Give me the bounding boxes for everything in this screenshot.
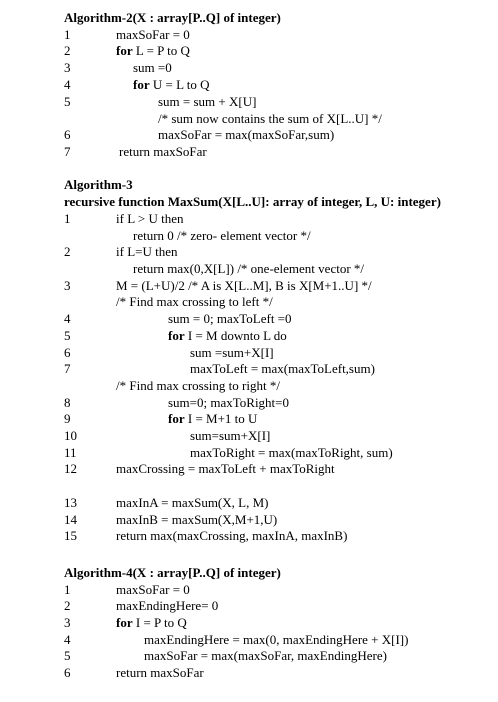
algorithm-4-title: Algorithm-4(X : array[P..Q] of integer): [64, 565, 281, 580]
code-text: sum =sum+X[I]: [190, 345, 274, 360]
line-number: 5: [64, 94, 71, 109]
line-number: 7: [64, 361, 71, 376]
keyword: for: [133, 77, 150, 92]
code-text: return maxSoFar: [116, 665, 204, 680]
algorithm-3-title: Algorithm-3: [64, 177, 133, 192]
algorithm-2-title: Algorithm-2(X : array[P..Q] of integer): [64, 10, 281, 25]
code-text: return max(0,X[L]) /* one-element vector */: [133, 261, 365, 276]
code-text: [133, 77, 210, 93]
code-text: maxInA = maxSum(X, L, M): [116, 495, 269, 510]
code-text: [168, 411, 257, 427]
line-number: 6: [64, 345, 71, 360]
line-number: 11: [64, 445, 77, 460]
line-number: 8: [64, 395, 71, 410]
keyword: for: [116, 615, 133, 630]
line-number: 9: [64, 411, 71, 426]
keyword: for: [116, 43, 133, 58]
code-text: return 0 /* zero- element vector */: [133, 228, 311, 243]
line-number: 4: [64, 311, 71, 326]
code-comment: /* sum now contains the sum of X[L..U] */: [158, 111, 382, 126]
line-number: 5: [64, 328, 71, 343]
code-text: maxEndingHere= 0: [116, 598, 219, 613]
line-number: 4: [64, 632, 71, 647]
code-rest: I = M downto L do: [184, 328, 287, 343]
keyword: for: [168, 328, 185, 343]
code-text: sum =0: [133, 60, 172, 75]
code-text: return max(maxCrossing, maxInA, maxInB): [116, 528, 348, 543]
code-text: return maxSoFar: [119, 144, 207, 159]
line-number: 3: [64, 278, 71, 293]
code-text: maxInB = maxSum(X,M+1,U): [116, 512, 278, 527]
code-rest: I = M+1 to U: [184, 411, 258, 426]
line-number: 6: [64, 665, 71, 680]
code-text: maxToLeft = max(maxToLeft,sum): [190, 361, 375, 376]
code-text: sum = 0; maxToLeft =0: [168, 311, 292, 326]
line-number: 2: [64, 598, 71, 613]
code-text: maxSoFar = 0: [116, 27, 190, 42]
line-number: 2: [64, 43, 71, 58]
line-number: 4: [64, 77, 71, 92]
code-text: [116, 43, 190, 59]
code-text: maxSoFar = 0: [116, 582, 190, 597]
keyword: for: [168, 411, 185, 426]
code-rest: I = P to Q: [132, 615, 187, 630]
code-text: maxEndingHere = max(0, maxEndingHere + X[I]): [144, 632, 409, 647]
algorithm-3-signature: recursive function MaxSum(X[L..U]: array of integer, L, U: integer): [64, 194, 441, 209]
code-comment: /* Find max crossing to right */: [116, 378, 280, 393]
code-rest: L = P to Q: [132, 43, 190, 58]
code-text: [168, 328, 287, 344]
line-number: 3: [64, 60, 71, 75]
line-number: 3: [64, 615, 71, 630]
line-number: 10: [64, 428, 77, 443]
code-comment: /* Find max crossing to left */: [116, 294, 273, 309]
code-text: if L > U then: [116, 211, 184, 226]
code-text: maxToRight = max(maxToRight, sum): [190, 445, 393, 460]
line-number: 13: [64, 495, 77, 510]
line-number: 2: [64, 244, 71, 259]
code-text: sum=sum+X[I]: [190, 428, 271, 443]
code-text: maxCrossing = maxToLeft + maxToRight: [116, 461, 335, 476]
code-text: sum=0; maxToRight=0: [168, 395, 290, 410]
line-number: 1: [64, 582, 71, 597]
code-rest: U = L to Q: [149, 77, 210, 92]
code-text: sum = sum + X[U]: [158, 94, 257, 109]
line-number: 5: [64, 648, 71, 663]
code-text: maxSoFar = max(maxSoFar,sum): [158, 127, 335, 142]
line-number: 1: [64, 211, 71, 226]
code-text: [116, 615, 187, 631]
code-text: if L=U then: [116, 244, 178, 259]
line-number: 1: [64, 27, 71, 42]
line-number: 7: [64, 144, 71, 159]
code-text: M = (L+U)/2 /* A is X[L..M], B is X[M+1..U] */: [116, 278, 372, 293]
line-number: 14: [64, 512, 77, 527]
line-number: 6: [64, 127, 71, 142]
code-text: maxSoFar = max(maxSoFar, maxEndingHere): [144, 648, 387, 663]
line-number: 12: [64, 461, 77, 476]
line-number: 15: [64, 528, 77, 543]
